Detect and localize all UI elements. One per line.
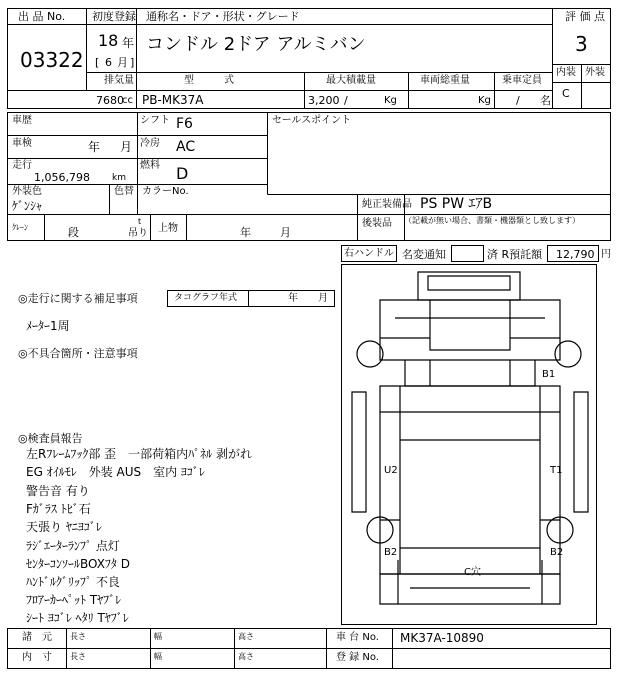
model-header-label: 通称名・ドア・形状・グレード [146,10,300,23]
displacement-label: 排気量 [104,75,134,86]
tachograph-label: タコグラフ年式 [174,293,238,303]
ac-label: 冷房 [140,138,160,149]
defects-title: ◎不具合箇所・注意事項 [18,347,138,360]
dimensions-length-label: 長さ [70,632,86,641]
inner-length-label: 長さ [70,652,86,661]
max-load-unit: Kg [384,95,397,106]
gross-weight-unit: Kg [478,95,491,106]
capacity-separator: / [516,94,520,107]
max-load-value: 3,200 [308,94,340,107]
name-change-notice: 名変通知 [402,248,446,261]
inspector-line: EG ｵｲﾙﾓﾚ 外装 AUS 室内 ﾖｺﾞﾚ [26,465,205,479]
diagram-mark-b2-left: B2 [384,547,398,558]
first-registration-month-open: [ [95,56,100,69]
inspector-line: Fｶﾞﾗｽ ﾄﾋﾞ石 [26,502,91,516]
interior-grade-label: 内装 [556,67,576,78]
lift-label: 上物 [158,223,178,234]
inner-dimensions-label: 内 寸 [22,652,52,663]
lift-year-unit: 年 [240,226,251,239]
inspector-line: 天張り ﾔﾆﾖｺﾞﾚ [26,520,102,534]
crane-stage-unit: 段 [68,226,79,239]
travel-notes-title: ◎走行に関する補足事項 [18,292,138,305]
max-load-separator: / [344,94,348,107]
inner-height-label: 高さ [238,652,254,661]
recycle-deposit-label: 済 R預託額 [487,248,543,261]
fuel-value: D [176,164,189,183]
diagram-mark-b1: B1 [542,369,556,380]
model-type-label: 型 式 [184,75,234,86]
lot-number: 03322 [20,48,84,72]
history-label: 車歴 [12,115,32,126]
inspector-line: 左Rﾌﾚｰﾑﾌｯｸ部 歪 一部荷箱内ﾊﾟﾈﾙ 剥がれ [26,447,252,461]
shift-value: F6 [176,116,193,132]
inspector-line: ﾗｼﾞｴｰﾀｰﾗﾝﾌﾟ 点灯 [26,539,120,553]
capacity-label: 乗車定員 [502,75,542,86]
model-type-value: PB-MK37A [142,93,204,107]
recycle-deposit-unit: 円 [601,249,611,260]
first-registration-year: 18 [98,31,119,50]
chassis-number-label: 車 台 No. [336,632,379,643]
inner-width-label: 幅 [154,652,162,661]
crane-label: ｸﾚｰﾝ [12,223,28,232]
inspection-month-unit: 月 [120,140,133,154]
fuel-label: 燃料 [140,160,160,171]
dimensions-height-label: 高さ [238,632,254,641]
lift-month-unit: 月 [280,226,291,239]
tachograph-month-unit: 月 [318,293,328,304]
first-registration-month-close: ] [130,56,135,69]
first-registration-month-unit: 月 [117,56,128,69]
exterior-grade-label: 外装 [585,67,605,78]
travel-note: ﾒｰﾀｰ1周 [26,319,70,333]
crane-ton-unit: t [138,217,142,226]
genuine-equipment-label: 純正装備品 [362,199,412,210]
recycle-deposit-value: 12,790 [556,248,595,261]
aftermarket-note: （記載が無い場合、書類・機器類とし致します） [404,216,580,225]
mileage-unit: km [112,173,126,183]
dimensions-label: 諸 元 [22,632,52,643]
sales-point-label: セールスポイント [272,115,352,126]
registration-number-label: 登 録 No. [336,652,379,663]
lot-number-label: 出 品 No. [18,10,66,23]
displacement-value: 7680 [96,94,124,107]
mileage-label: 走行 [12,160,32,171]
dimensions-width-label: 幅 [154,632,162,641]
diagram-mark-t1: T1 [550,465,563,476]
tachograph-year-unit: 年 [288,293,298,304]
inspector-line: ｼｰﾄ ﾖｺﾞﾚ ﾍﾀﾘ Tﾔﾌﾞﾚ [26,611,129,625]
inspector-line: ｾﾝﾀｰｺﾝｿｰﾙBOXﾌﾀ D [26,557,130,571]
inspector-line: ﾌﾛｱｰｶｰﾍﾟｯﾄ Tﾔﾌﾞﾚ [26,593,122,607]
inspection-label: 車検 [12,138,32,149]
genuine-equipment-value: PS PW ｴｱB [420,196,493,212]
inspector-line: ﾊﾝﾄﾞﾙｸﾞﾘｯﾌﾟ 不良 [26,575,120,589]
mileage-value: 1,056,798 [34,171,90,184]
first-registration-month: 6 [105,56,112,69]
interior-grade: C [562,87,570,100]
diagram-mark-c-hole: C穴 [464,567,481,578]
ac-value: AC [176,139,196,155]
diagram-mark-b2-right: B2 [550,547,564,558]
first-registration-label: 初度登録 [92,10,136,23]
inspection-year-unit: 年 [88,140,101,154]
steering-side: 右ハンドル [344,248,394,259]
exterior-color-value: ｹﾞﾝｼｬ [12,199,43,213]
gross-weight-label: 車両総重量 [420,75,470,86]
inspector-line: 警告音 有り [26,484,90,498]
aftermarket-label: 後装品 [362,218,392,229]
first-registration-year-unit: 年 [122,36,135,50]
capacity-unit: 名 [540,94,551,107]
inspector-report-title: ◎検査員報告 [18,432,83,445]
shift-label: シフト [140,115,170,126]
displacement-unit: cc [122,95,133,106]
exterior-color-label: 外装色 [12,186,42,197]
chassis-number-value: MK37A-10890 [400,631,484,645]
color-code-label: カラーNo. [142,186,189,197]
color-change-label: 色替 [114,186,134,197]
diagram-mark-u2: U2 [384,465,398,476]
car-name: コンドル 2ドア アルミバン [146,34,366,55]
max-load-label: 最大積載量 [326,75,376,86]
score-label: 評 価 点 [565,10,605,23]
crane-hook-label: 吊り [128,228,148,239]
overall-score: 3 [575,32,588,56]
